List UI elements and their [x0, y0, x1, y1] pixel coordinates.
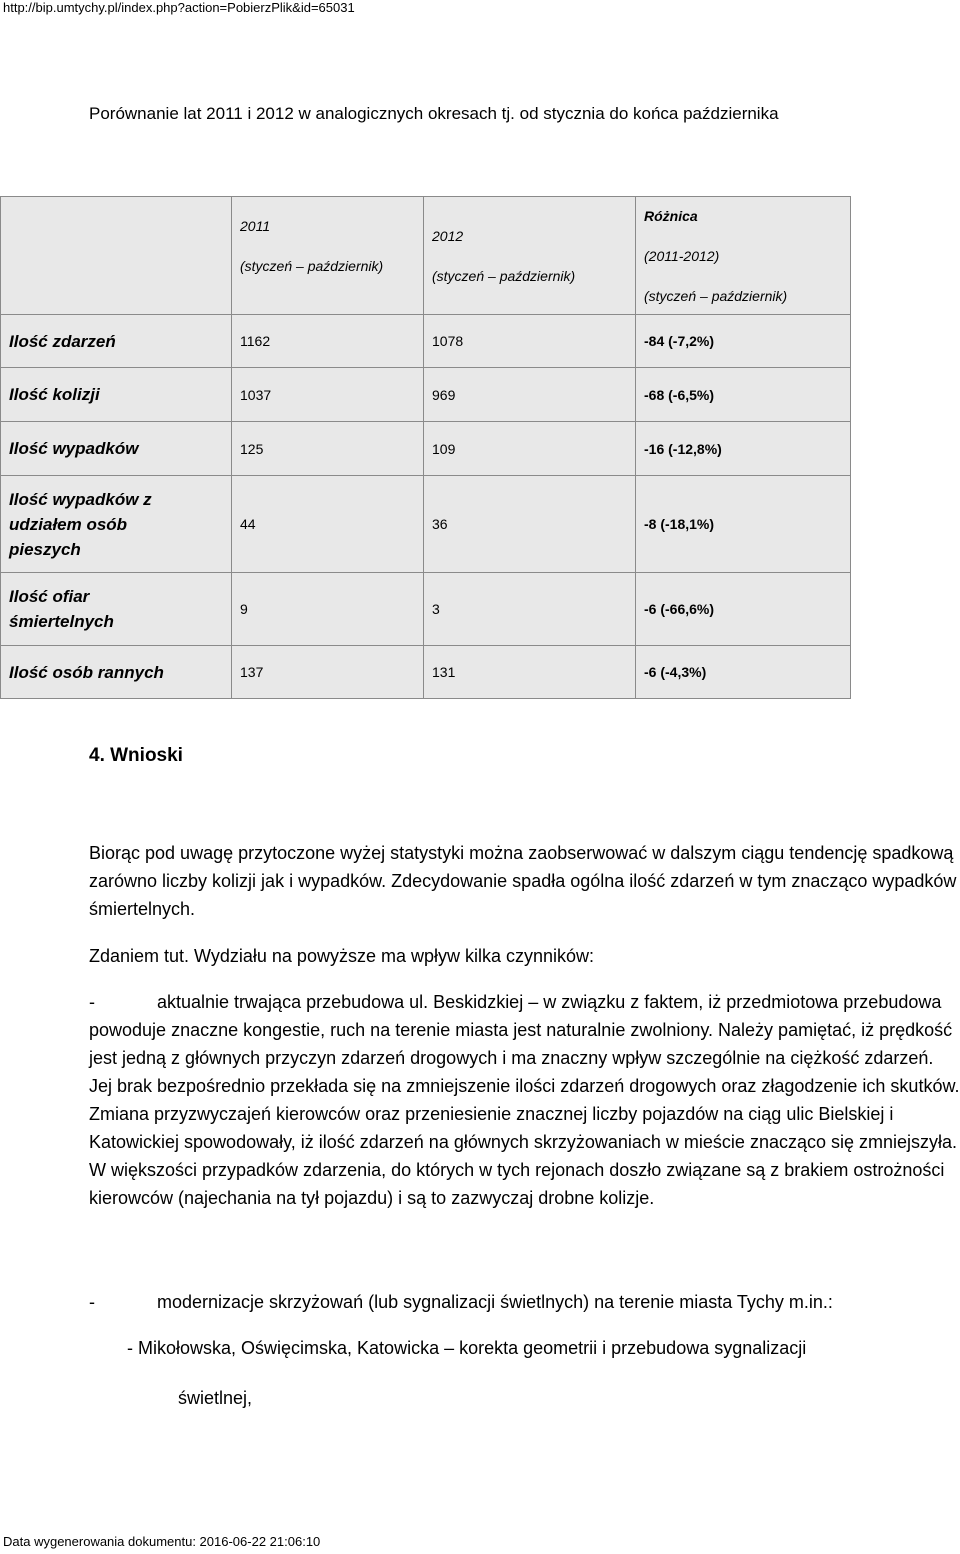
header-2012-period: (styczeń – październik) [432, 267, 576, 284]
bullet-item-beskidzka: aktualnie trwająca przebudowa ul. Beskidzkiej – w związku z faktem, iż przedmiotowa przebudowa powoduje znaczne kongestie, ruch na terenie miasta jest naturalnie zwolniony. Należy pamiętać, iż prędkość jest jedną z głównych przyczyn zdarzeń drogowych i ma znaczny wpływ szczególnie na ciężkość zdarzeń. Jej brak bezpośrednio przekłada się na zmniejszenie ilości zdarzeń drogowych oraz złagodzenie ich skutków. Zmiana przyzwyczajeń kierowców oraz przeniesienie znacznej liczby pojazdów na ciąg ulic Bielskiej i Katowickiej spowodowały, iż ilość zdarzeń na głównych skrzyżowaniach w mieście znacząco się zmniejszyła. W większości przypadków zdarzenia, do których w tych rejonach doszło związane są z brakiem ostrożności kierowców (najechania na tył pojazdu) i są to zazwyczaj drobne kolizje. [89, 992, 960, 1208]
statistics-table [0, 196, 851, 699]
bullet-marker: - [89, 992, 95, 1012]
value-2011: 137 [232, 646, 424, 699]
header-difference-title: Różnica [644, 207, 698, 224]
value-difference: -16 (-12,8%) [636, 422, 851, 476]
header-2011-period: (styczeń – październik) [240, 257, 384, 274]
header-difference-range: (2011-2012) [644, 247, 720, 264]
table-row [1, 573, 851, 646]
header-2012 [424, 197, 636, 315]
row-label: Ilość osób rannych [1, 646, 232, 699]
table-header-row [1, 197, 851, 315]
row-label: Ilość zdarzeń [1, 315, 232, 368]
table-row [1, 368, 851, 422]
value-difference: -6 (-66,6%) [636, 573, 851, 646]
value-difference: -84 (-7,2%) [636, 315, 851, 368]
row-label [1, 476, 232, 573]
row-label-line: udziałem osób [9, 514, 128, 534]
value-difference: -6 (-4,3%) [636, 646, 851, 699]
header-difference-period: (styczeń – październik) [644, 287, 788, 304]
bullet-marker: - [89, 1292, 95, 1312]
value-difference: -8 (-18,1%) [636, 476, 851, 573]
row-label-line: Ilość wypadków z [9, 489, 152, 509]
sub-item-line: - Mikołowska, Oświęcimska, Katowicka – korekta geometrii i przebudowa sygnalizacji [127, 1338, 807, 1358]
bullet-item-modernization: modernizacje skrzyżowań (lub sygnalizacji świetlnych) na terenie miasta Tychy m.in.: [157, 1292, 833, 1312]
table-row [1, 315, 851, 368]
intro-text: Porównanie lat 2011 i 2012 w analogicznych okresach tj. od stycznia do końca października [89, 104, 779, 123]
value-2011: 1162 [232, 315, 424, 368]
value-2011: 9 [232, 573, 424, 646]
header-empty-cell [1, 197, 232, 315]
row-label-line: Ilość ofiar [9, 587, 90, 606]
header-2011 [232, 197, 424, 315]
value-2011: 1037 [232, 368, 424, 422]
row-label-line: pieszych [9, 539, 81, 559]
value-2012: 969 [424, 368, 636, 422]
paragraph-conclusions: Biorąc pod uwagę przytoczone wyżej statystyki można zaobserwować w dalszym ciągu tendencję spadkową zarówno liczby kolizji jak i wypadków. Zdecydowanie spadła ogólna ilość zdarzeń w tym znacząco wypadków śmiertelnych. [89, 843, 957, 919]
table-row [1, 476, 851, 573]
header-difference [636, 197, 851, 315]
table-row [1, 646, 851, 699]
value-2012: 3 [424, 573, 636, 646]
row-label [1, 573, 232, 646]
header-2011-year: 2011 [240, 217, 271, 234]
row-label: Ilość wypadków [1, 422, 232, 476]
sub-item-line-continued: świetlnej, [178, 1388, 253, 1408]
value-difference: -68 (-6,5%) [636, 368, 851, 422]
value-2012: 36 [424, 476, 636, 573]
section-title: 4. Wnioski [89, 745, 183, 766]
value-2012: 131 [424, 646, 636, 699]
value-2011: 44 [232, 476, 424, 573]
footer-generation-date: Data wygenerowania dokumentu: 2016-06-22 21:06:10 [3, 1534, 321, 1549]
row-label-line: śmiertelnych [9, 612, 114, 631]
value-2012: 1078 [424, 315, 636, 368]
paragraph-factors: Zdaniem tut. Wydziału na powyższe ma wpływ kilka czynników: [89, 946, 595, 966]
value-2012: 109 [424, 422, 636, 476]
table-row [1, 422, 851, 476]
value-2011: 125 [232, 422, 424, 476]
header-url: http://bip.umtychy.pl/index.php?action=PobierzPlik&id=65031 [3, 0, 355, 15]
header-2012-year: 2012 [432, 227, 464, 244]
row-label: Ilość kolizji [1, 368, 232, 422]
